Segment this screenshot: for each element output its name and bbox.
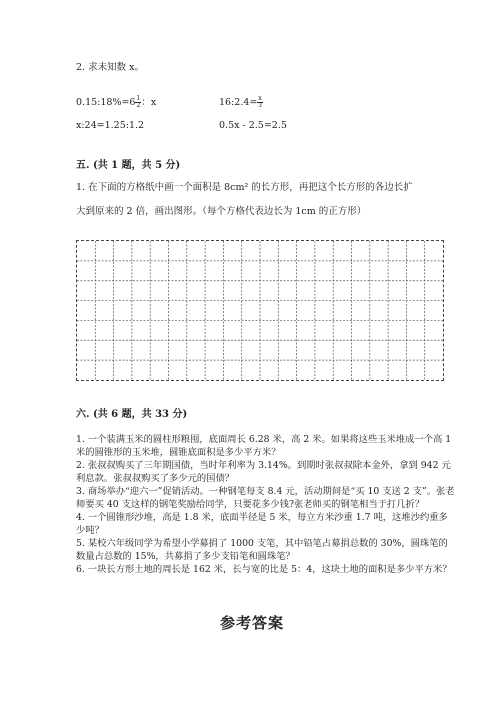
equation-1-right: ：x: [141, 97, 157, 108]
section-5-line-1: 1. 在下面的方格纸中画一个面积是 8cm² 的长方形，再把这个长方形的各边长扩: [76, 182, 413, 193]
question-2-title: 2. 求未知数 x。: [76, 62, 144, 73]
section-6-problem-list: [76, 433, 456, 576]
problem-5: 5. 某校六年级同学为希望小学募捐了 1000 支笔，其中铅笔占募捐总数的 30%，圆珠笔的数量占总数的 15%，共募捐了多少支铅笔和圆珠笔？: [76, 538, 448, 562]
equation-3: x:24=1.25:1.2: [76, 120, 145, 131]
equation-2-left: 16:2.4=: [219, 97, 258, 108]
problem-2: 2. 张叔叔购买了三年期国债，当时年利率为 3.14%。到期时张叔叔除本金外，拿到 942 元利息款。张叔叔购买了多少元的国债？: [76, 460, 451, 484]
square-grid: [76, 240, 444, 381]
fraction-x-over-3: $\frac{x}{3}$: [258, 95, 262, 109]
problem-6: 6. 一块长方形土地的周长是 162 米，长与宽的比是 5：4，这块土地的面积是多少平方米？: [76, 564, 452, 575]
equation-1-left: 0.15:18%=6: [76, 97, 136, 108]
section-5-heading: 五. (共 1 题，共 5 分): [76, 160, 181, 171]
equation-2: [219, 96, 263, 109]
grid-lines: [77, 241, 443, 380]
equation-4: 0.5x - 2.5=2.5: [219, 120, 287, 131]
problem-1: 1. 一个装满玉米的圆柱形粮囤，底面周长 6.28 米，高 2 米。如果将这些玉米堆成一个高 1 米的圆锥形的玉米堆，圆锥底面积是多少平方米？: [76, 434, 452, 458]
equation-1: [76, 96, 156, 109]
answer-heading: 参考答案: [220, 614, 285, 632]
fraction-one-half: $\frac{1}{2}$: [136, 95, 141, 109]
section-6-heading: 六. (共 6 题，共 33 分): [76, 409, 188, 420]
problem-3: 3. 商场举办“迎六一”促销活动。一种钢笔每支 8.4 元，活动期间是“买 10 支送 2 支”。张老师要买 40 支这样的钢笔奖励给同学，只要花多少钱?张老师买的钢笔相当于打几折？: [76, 486, 455, 510]
problem-4: 4. 一个圆锥形沙堆，高是 1.8 米，底面半径是 5 米，每立方米沙重 1.7 吨，这堆沙约重多少吨？: [76, 512, 448, 536]
section-5-line-2: 大到原来的 2 倍，画出图形。（每个方格代表边长为 1cm 的正方形）: [76, 206, 367, 217]
